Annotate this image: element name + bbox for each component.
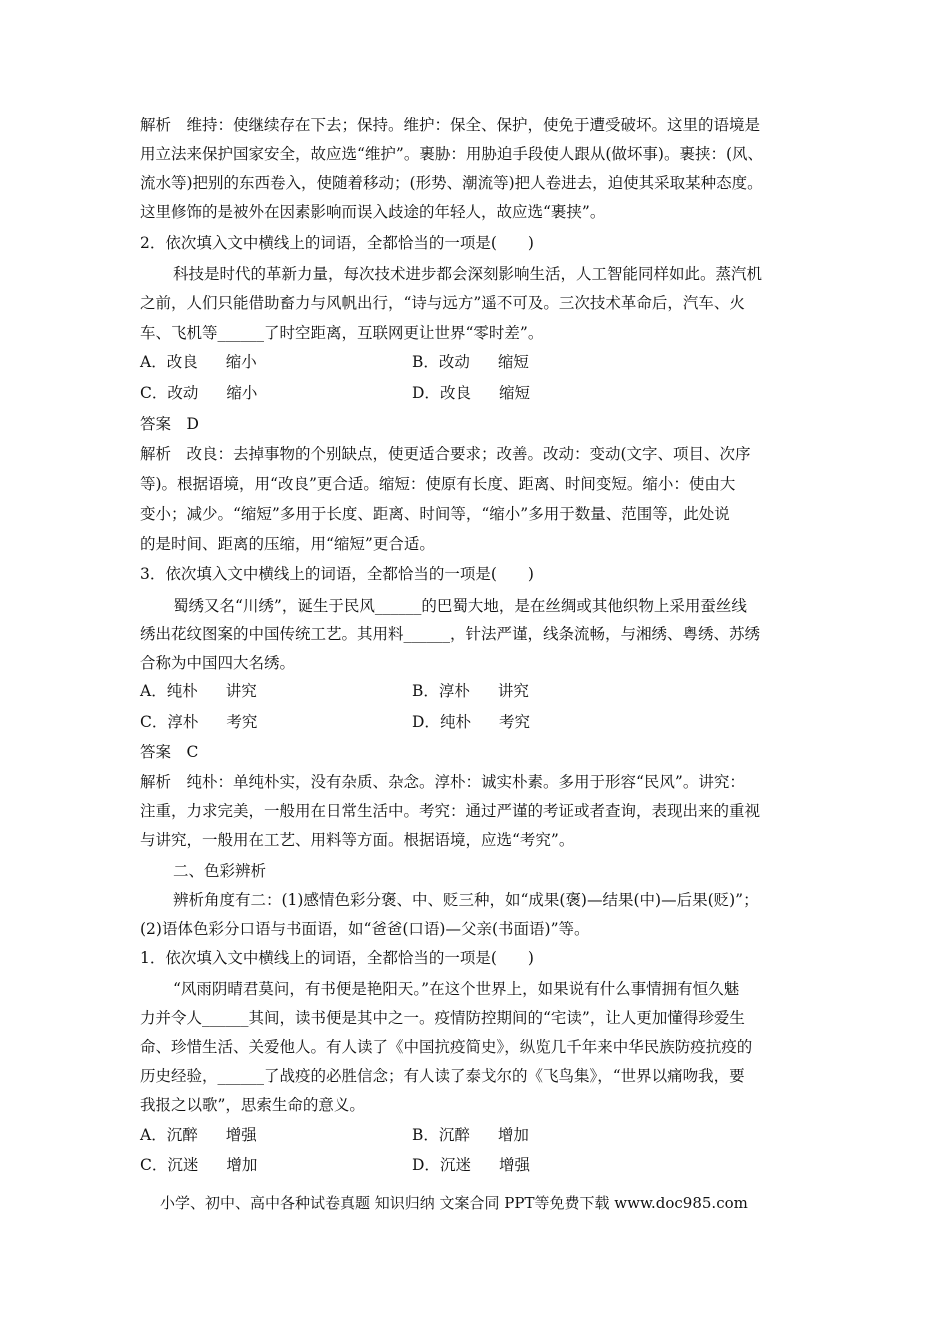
passage-line: 我报之以歌”，思索生命的意义。 (140, 1096, 365, 1114)
analysis-paragraph: 解析 维持：使继续存在下去；保持。维护：保全、保护，使免于遭受破坏。这里的语境是 (140, 116, 761, 134)
option-c: C．改动 缩小 (140, 384, 258, 402)
question-2-stem: 2．依次填入文中横线上的词语，全都恰当的一项是( ) (140, 234, 534, 252)
text-line: 变小；减少。“缩短”多用于长度、距离、时间等，“缩小”多用于数量、范围等，此处说 (140, 505, 730, 523)
text-line: 流水等)把别的东西卷入，使随着移动；(形势、潮流等)把人卷进去，迫使其采取某种态度。 (140, 174, 763, 192)
passage-line: 命、珍惜生活、关爱他人。有人读了《中国抗疫简史》，纵览几千年来中华民族防疫抗疫的 (140, 1038, 753, 1056)
passage-line: 力并令人______其间，读书便是其中之一。疫情防控期间的“宅读”，让人更加懂得珍爱生 (140, 1009, 745, 1027)
answer-line: 答案 C (140, 743, 199, 761)
analysis-paragraph: 解析 改良：去掉事物的个别缺点，使更适合要求；改善。改动：变动(文字、项目、次序 (140, 445, 751, 463)
section-heading: 二、色彩辨析 (173, 862, 267, 880)
option-a: A．沉醉 增强 (140, 1126, 257, 1144)
text-line: 注重，力求完美，一般用在日常生活中。考究：通过严谨的考证或者查询，表现出来的重视 (140, 802, 761, 820)
option-d: D．沉迷 增强 (412, 1156, 530, 1174)
text-line: 与讲究，一般用在工艺、用料等方面。根据语境，应选“考究”。 (140, 831, 575, 849)
text-line: 这里修饰的是被外在因素影响而误入歧途的年轻人，故应选“裹挟”。 (140, 203, 606, 221)
question-3-stem: 3．依次填入文中横线上的词语，全都恰当的一项是( ) (140, 565, 534, 583)
passage-line: 车、飞机等______了时空距离，互联网更让世界“零时差”。 (140, 324, 544, 342)
passage-line: 科技是时代的革新力量，每次技术进步都会深刻影响生活，人工智能同样如此。蒸汽机 (173, 265, 763, 283)
option-b: B．改动 缩短 (412, 353, 529, 371)
option-c: C．沉迷 增加 (140, 1156, 258, 1174)
option-a: A．改良 缩小 (140, 353, 257, 371)
option-b: B．沉醉 增加 (412, 1126, 529, 1144)
question-1-stem: 1．依次填入文中横线上的词语，全都恰当的一项是( ) (140, 949, 534, 967)
option-c: C．淳朴 考究 (140, 713, 258, 731)
text-line: 等)。根据语境，用“改良”更合适。缩短：使原有长度、距离、时间变短。缩小：使由大 (140, 475, 736, 493)
option-d: D．纯朴 考究 (412, 713, 530, 731)
passage-line: 之前，人们只能借助畜力与风帆出行，“诗与远方”遥不可及。三次技术革命后，汽车、火 (140, 294, 745, 312)
passage-line: 蜀绣又名“川绣”，诞生于民风______的巴蜀大地，是在丝绸或其他织物上采用蚕丝线 (173, 597, 747, 615)
option-a: A．纯朴 讲究 (140, 682, 257, 700)
intro-line: (2)语体色彩分口语与书面语，如“爸爸(口语)—父亲(书面语)”等。 (140, 920, 590, 938)
answer-line: 答案 D (140, 415, 199, 433)
passage-line: 历史经验，______了战疫的必胜信念；有人读了泰戈尔的《飞鸟集》，“世界以痛吻我，要 (140, 1067, 745, 1085)
passage-line: “风雨阴晴君莫问，有书便是艳阳天。”在这个世界上，如果说有什么事情拥有恒久魅 (173, 980, 740, 998)
passage-line: 合称为中国四大名绣。 (140, 654, 296, 672)
analysis-paragraph: 解析 纯朴：单纯朴实，没有杂质、杂念。淳朴：诚实朴素。多用于形容“民风”。讲究： (140, 773, 745, 791)
option-d: D．改良 缩短 (412, 384, 530, 402)
page-footer: 小学、初中、高中各种试卷真题 知识归纳 文案合同 PPT等免费下载 www.doc985.com (160, 1194, 748, 1212)
intro-line: 辨析角度有二：(1)感情色彩分褒、中、贬三种，如“成果(褒)—结果(中)—后果(贬)”； (173, 891, 759, 909)
text-line: 的是时间、距离的压缩，用“缩短”更合适。 (140, 535, 435, 553)
option-b: B．淳朴 讲究 (412, 682, 529, 700)
text-line: 用立法来保护国家安全，故应选“维护”。裹胁：用胁迫手段使人跟从(做坏事)。裹挟：(风、 (140, 145, 763, 163)
passage-line: 绣出花纹图案的中国传统工艺。其用料______，针法严谨，线条流畅，与湘绣、粤绣、苏绣 (140, 625, 761, 643)
